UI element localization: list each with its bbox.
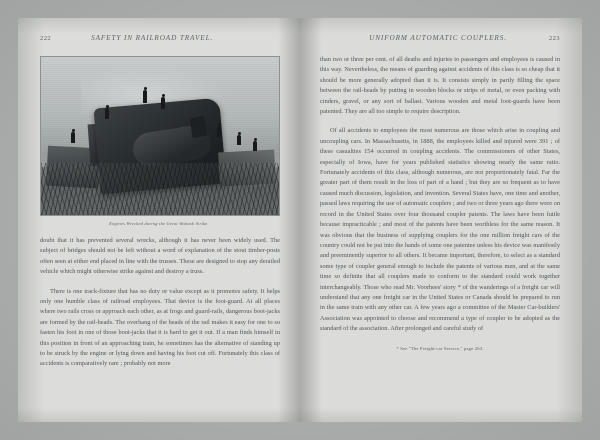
right-page xyxy=(300,18,582,422)
wreck-photograph xyxy=(40,56,280,216)
right-page-body xyxy=(320,55,560,335)
paragraph: doubt that it has prevented several wrecks, although it has never been widely used. The subject of bridges should not be left without a word of explanation of the stout timber-posts often seen at either end placed in line with the trusses. These are designed to stop any derailed vehicle which might otherwise strike against and destroy a truss. xyxy=(40,237,280,276)
left-page-body xyxy=(40,236,280,370)
figure-block xyxy=(40,56,280,226)
footnote: * See "The Freight-car Service," page 263. xyxy=(396,345,484,351)
book-spread xyxy=(18,18,582,422)
paragraph: There is one track-fixture that has no duty or value except as it promotes safety. It helps only one humble class of railroad employees. That device is the foot-guard. At all places where two rails cross or approach each other, as at frogs and guard-rails, dangerous boot-jacks are formed by the rail-heads. The overhang of the heads of the rail makes it easy for one to so fasten his foot in one of those boot-jacks that it is hard to get it out. If a man finds himself in this position in front of an approaching train, he sometimes has the alternative of standing up to be struck by the engine or lying down and having his foot cut off. Fortunately this class of accidents is comparatively rare ; probably not more xyxy=(40,287,280,368)
right-page-header-title: UNIFORM AUTOMATIC COUPLERS. xyxy=(369,34,507,42)
right-page-folio: 223 xyxy=(548,35,560,42)
left-page xyxy=(18,18,300,422)
paragraph: than two or three per cent. of all deaths and injuries to passengers and employees is caused in this way. Nevertheless, the means of guarding against accidents of this class is so cheap that it should be more generally adopted than it is. It consists simply in partly filling the space between the rail-heads by putting in wooden blocks or strips of metal, or even packing with cinders, gravel, or any sort of ballast. Various wooden and metal foot-guards have been patented. They are all too simple to require description. xyxy=(320,56,560,116)
right-page-running-head xyxy=(320,34,560,47)
left-page-folio: 222 xyxy=(40,35,52,42)
photo-halftone-grain xyxy=(41,57,279,215)
paragraph: Of all accidents to employees the most numerous are those which arise in coupling and uncoupling cars. In Massachusetts, in 1888, the employees killed and injured were 391 ; of these casualties 154 occurred in coupling accidents. The commissioners of other States, especially of Iowa, have for years published statistics showing nearly the same ratio. Fortunately accidents of this class, although numerous, are not proportionately fatal. Far the greater part of them result in the loss of part of a hand ; but they are so frequent as to have caused much discussion, legislation, and invention. Several States have, one time and another, passed laws requiring the use of automatic couplers ; and two or three years ago there were on record in the United States over four thousand coupler patents. The laws have been futile because impracticable ; and most of the patents have been worthless for the same reason. It was obvious that the business of supplying couplers for the one million freight cars of the country could not be put into the hands of some one patentee unless his device was manifestly and preeminently superior to all others. It became important, therefore, to select as a standard some type of coupler general enough to include the patents of various men, and at the same time so definite that all couplers made to conform to the standard could work together interchangeably. Those who read Mr. Voorhees' story * of the wanderings of a freight car will understand that any one freight car in the United States or Canada should be prepared to run in the same train with any other car. A few years ago a committee of the Master Car-builders' Association was appointed to choose and recommend a type of coupler to be adopted as the standard of the association. After prolonged and careful study of xyxy=(320,127,560,333)
figure-caption: Engines Wrecked during the Great Wabash Strike. xyxy=(109,221,209,226)
left-page-header-title: SAFETY IN RAILROAD TRAVEL. xyxy=(91,34,214,42)
left-page-running-head xyxy=(40,34,280,47)
